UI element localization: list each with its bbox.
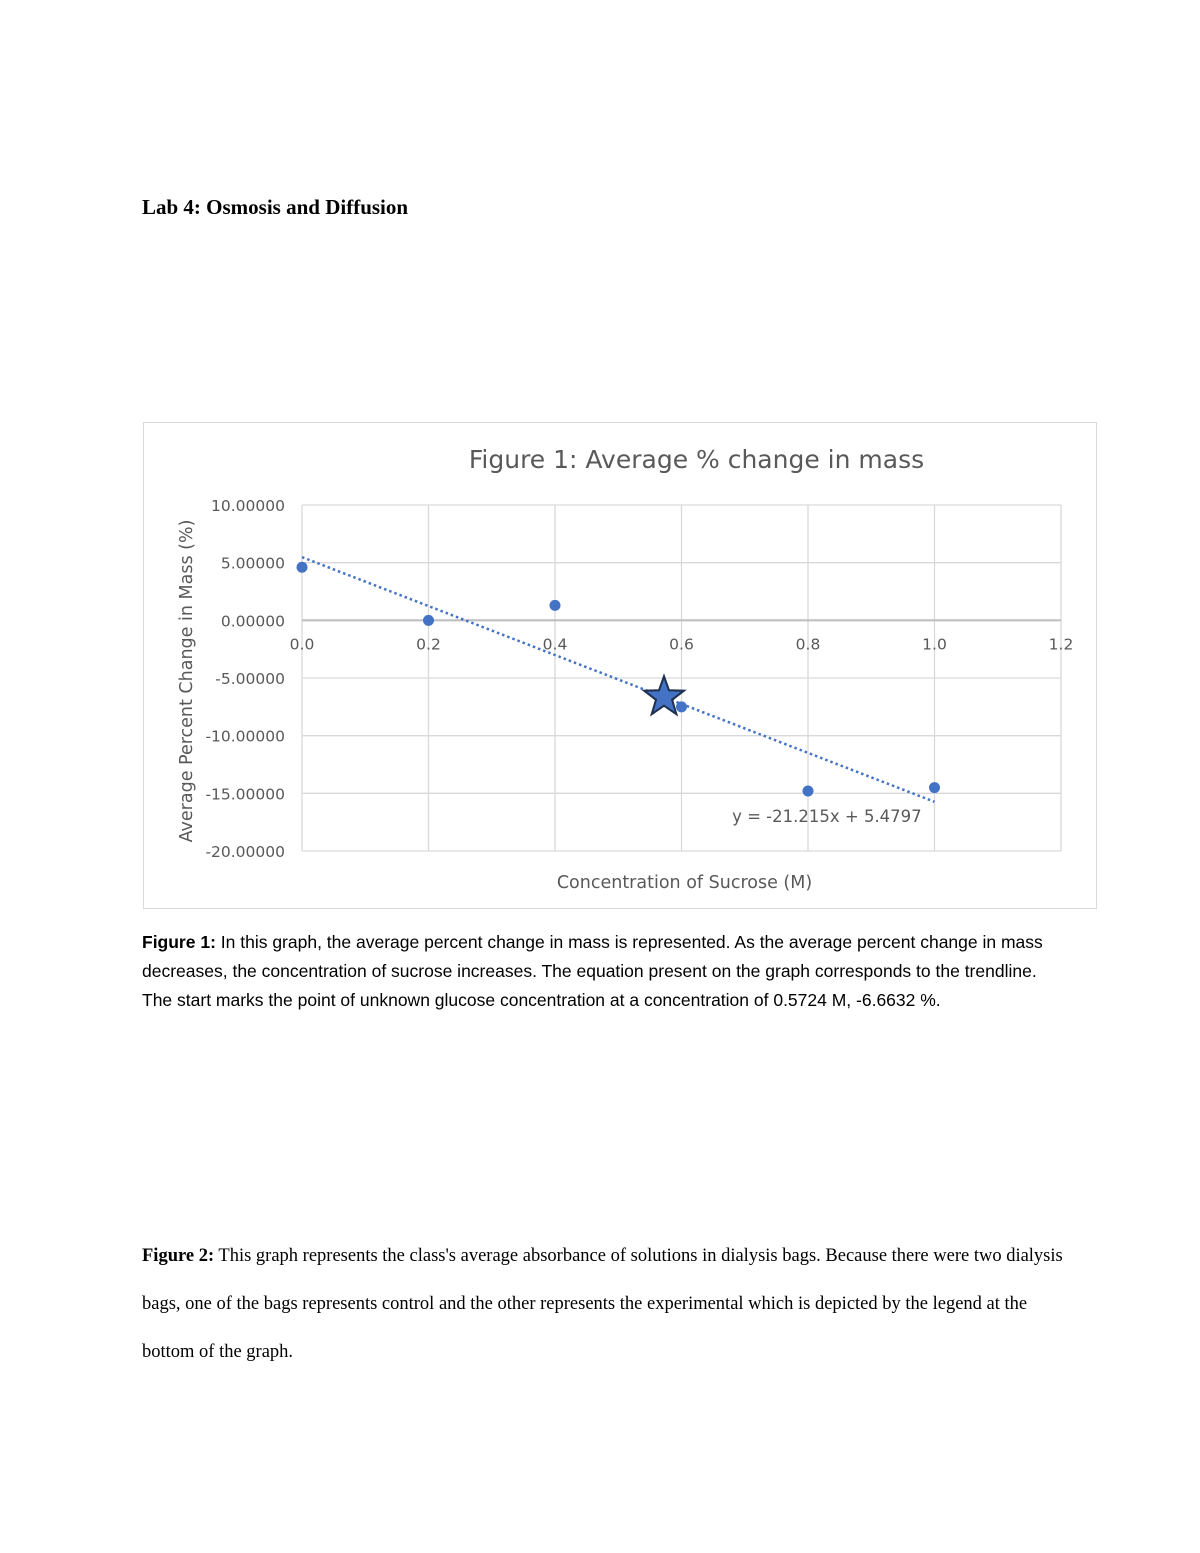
document-title: Lab 4: Osmosis and Diffusion bbox=[142, 195, 409, 219]
figure-2-caption-text: This graph represents the class's average absorbance of solutions in dialysis bags. Because there were two dialysis bags, one of the bags represents control and the other represents the experimental which is depicted by the legend at the bottom of the graph. bbox=[142, 1246, 1063, 1362]
data-point bbox=[676, 701, 687, 712]
figure-2-caption bbox=[142, 1232, 1082, 1376]
x-tick-label: 0.8 bbox=[795, 635, 821, 654]
y-tick-label: -15.00000 bbox=[205, 785, 285, 804]
data-point bbox=[550, 600, 561, 611]
chart-svg bbox=[144, 423, 1096, 908]
figure-1-caption-text: In this graph, the average percent change in mass is represented. As the average percent change in mass decreases, the concentration of sucrose increases. The equation present on the graph corresponds to the trendline. The start marks the point of unknown glucose concentration at a concentration of 0.5724 M, -6.6632 %. bbox=[142, 932, 1043, 1010]
x-tick-label: 0.6 bbox=[669, 635, 694, 654]
data-point bbox=[423, 615, 434, 626]
figure-1-chart bbox=[143, 422, 1097, 909]
figure-2-caption-label: Figure 2: bbox=[142, 1246, 215, 1266]
y-tick-label: 0.00000 bbox=[220, 612, 285, 631]
chart-title: Figure 1: Average % change in mass bbox=[468, 445, 925, 474]
x-tick-label: 0.0 bbox=[289, 635, 315, 654]
y-tick-label: 10.00000 bbox=[211, 497, 285, 515]
figure-1-caption bbox=[142, 928, 1062, 1015]
x-axis-title: Concentration of Sucrose (M) bbox=[556, 873, 813, 893]
x-tick-label: 0.4 bbox=[542, 635, 568, 654]
y-tick-label: -20.00000 bbox=[205, 843, 285, 861]
x-tick-label: 0.2 bbox=[416, 635, 441, 654]
y-axis-title: Average Percent Change in Mass (%) bbox=[177, 519, 197, 843]
data-point bbox=[803, 786, 814, 797]
trendline-equation: y = -21.215x + 5.4797 bbox=[732, 807, 922, 827]
data-point bbox=[297, 562, 308, 573]
x-tick-label: 1.0 bbox=[922, 635, 947, 654]
y-tick-label: 5.00000 bbox=[220, 554, 285, 573]
x-tick-label: 1.2 bbox=[1048, 635, 1074, 654]
y-tick-label: -10.00000 bbox=[205, 727, 285, 746]
figure-1-caption-label: Figure 1: bbox=[142, 932, 216, 952]
data-point bbox=[929, 782, 940, 793]
y-tick-label: -5.00000 bbox=[215, 670, 285, 688]
trendline bbox=[302, 557, 935, 802]
